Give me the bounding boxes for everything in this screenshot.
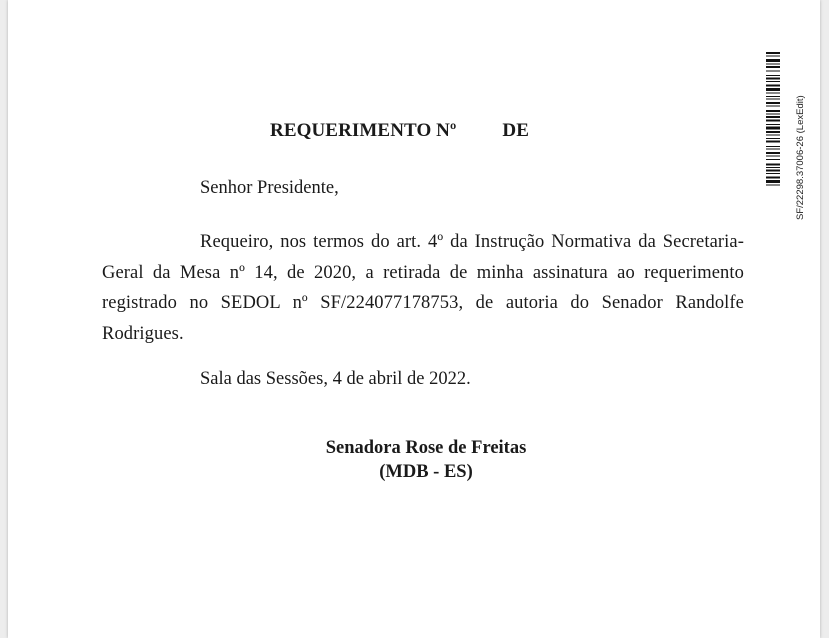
barcode-bar [766,81,780,82]
barcode-bar [766,110,780,112]
barcode-bar [766,135,780,136]
barcode-bar [766,152,780,154]
title-de: DE [502,120,529,141]
signature-block [8,436,829,484]
barcode-bar [766,106,780,107]
barcode-bar [766,185,780,186]
document-title [270,120,529,142]
barcode-bar [766,170,780,172]
barcode-icon [766,52,782,242]
signer-name: Senadora Rose de Freitas [325,438,527,458]
barcode-bar [766,131,780,133]
barcode-bar [766,116,780,118]
barcode-bar [766,56,780,57]
barcode-bar [766,96,780,97]
barcode-bar [766,64,780,65]
barcode-bar [766,99,780,100]
barcode-label: SF/22298.37006-26 (LexEdit) [795,95,806,220]
barcode-bar [766,124,780,125]
barcode-bar [766,141,780,143]
barcode-bar [766,102,780,104]
body-paragraph: Requeiro, nos termos do art. 4º da Instrução Normativa da Secretaria-Geral da Mesa nº 14, de 2020, a retirada de minha assinatura ao requerimento registrado no SEDOL nº SF/224077178753, de autoria do Senador Randolfe Rodrigues. [102,232,744,344]
barcode-bar [766,167,780,168]
barcode-bar [766,66,780,68]
barcode-bar [766,120,780,122]
barcode-bar [766,59,780,62]
barcode-bar [766,146,780,147]
signer-party: (MDB - ES) [379,462,473,482]
barcode-bar [766,88,780,91]
barcode-bar [766,156,780,157]
barcode-bar [766,164,780,166]
salutation: Senhor Presidente, [200,178,339,198]
barcode-bar [766,173,780,174]
barcode-bar [766,159,780,160]
barcode-bar [766,114,780,115]
place-date: Sala das Sessões, 4 de abril de 2022. [200,369,471,389]
barcode-stamp [766,52,806,242]
title-requerimento: REQUERIMENTO Nº [270,120,457,141]
barcode-bar [766,71,780,72]
document-page [8,0,820,638]
barcode-bar [766,149,780,150]
barcode-bar [766,78,780,80]
barcode-bar [766,52,780,54]
barcode-bar [766,93,780,94]
barcode-bar [766,75,780,76]
barcode-bar [766,85,780,87]
barcode-bar [766,138,780,139]
barcode-bar [766,177,780,179]
barcode-bar [766,180,780,183]
barcode-bar [766,127,780,130]
